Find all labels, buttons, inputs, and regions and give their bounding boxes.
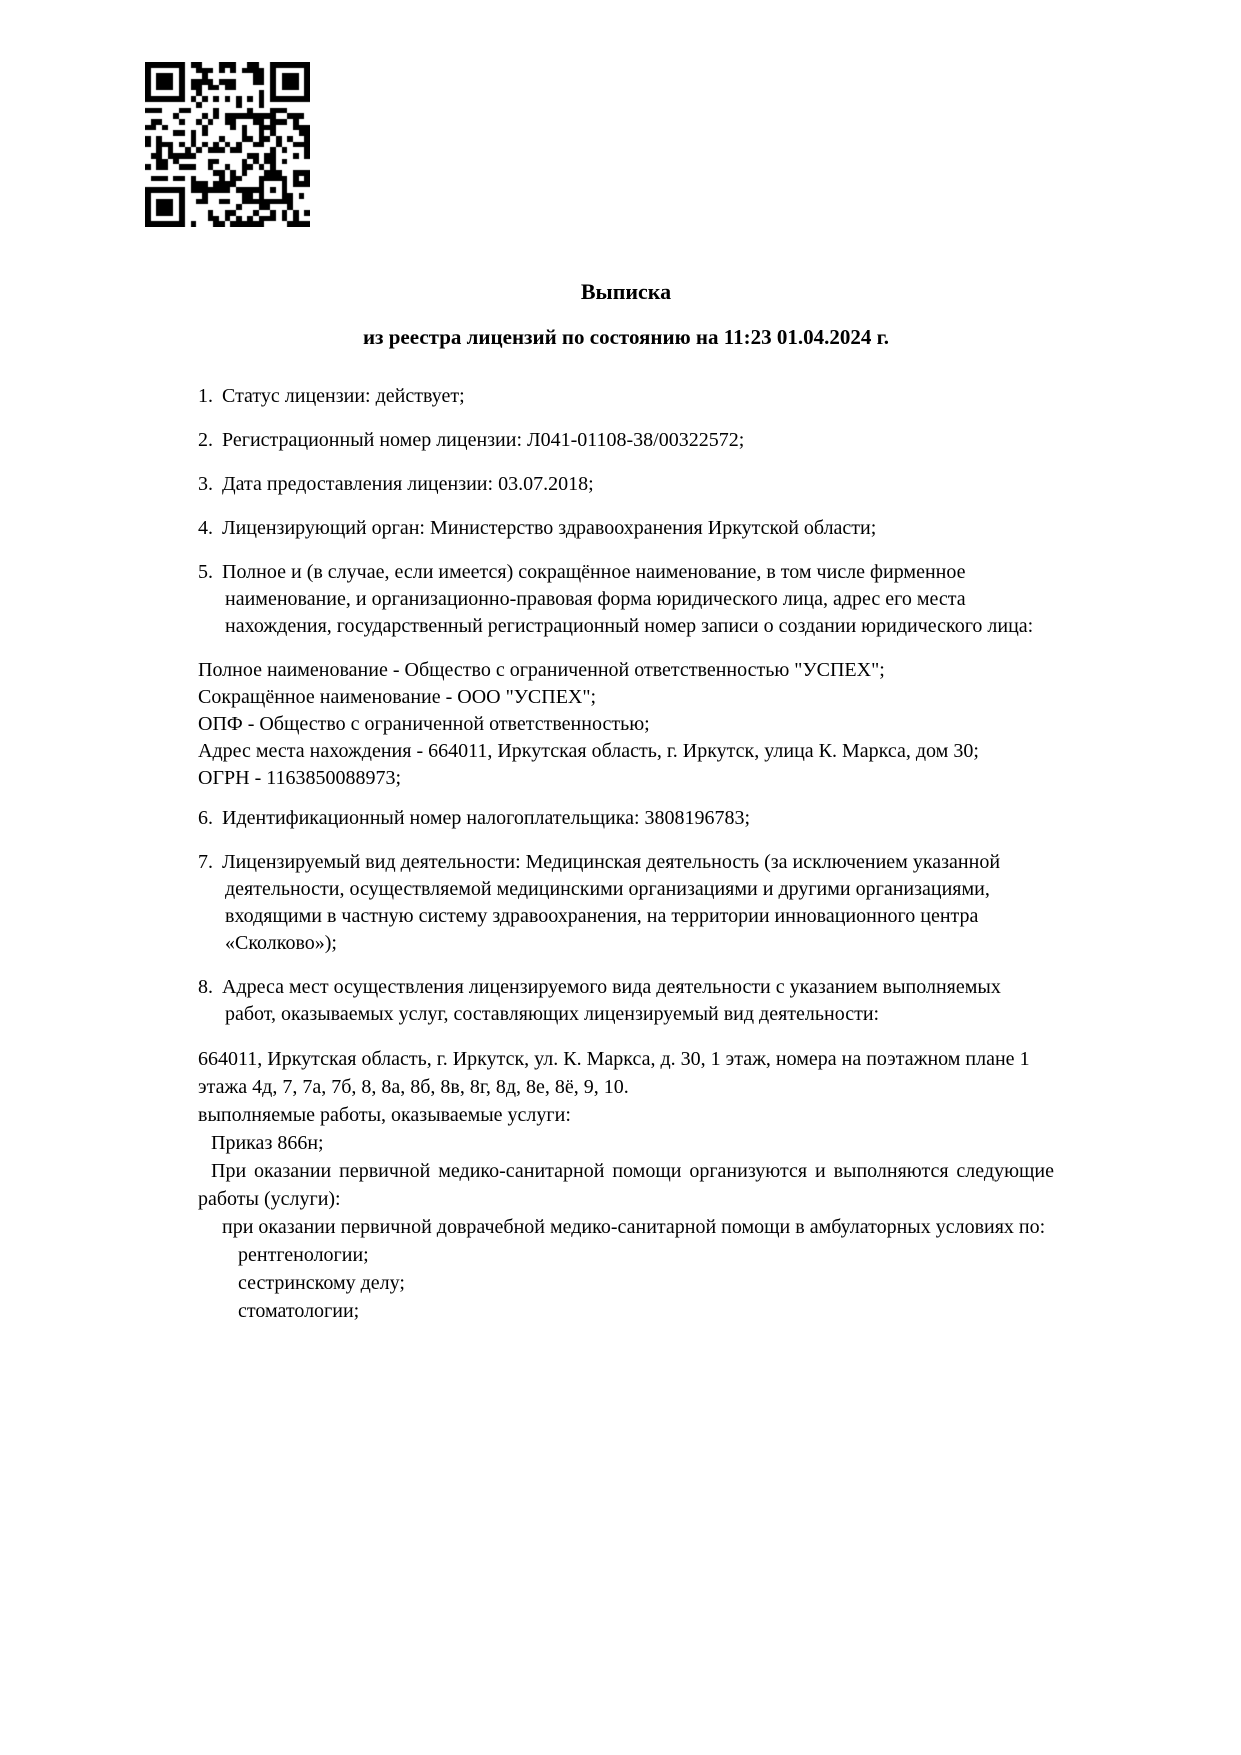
org-line-short-name: Сокращённое наименование - ООО "УСПЕХ"; (198, 686, 597, 708)
list-item-inn (198, 805, 1054, 832)
item-number: 1. (198, 385, 213, 407)
item-number: 7. (198, 851, 213, 873)
item-number: 8. (198, 976, 213, 998)
document-content (198, 0, 1054, 1325)
list-item-status (198, 383, 1054, 410)
page-subtitle: из реестра лицензий по состоянию на 11:23 01.04.2024 г. (362, 325, 890, 349)
item-number: 4. (198, 517, 213, 539)
service-line-radiology: рентгенологии; (238, 1244, 369, 1266)
org-line-opf: ОПФ - Общество с ограниченной ответственностью; (198, 713, 650, 735)
list-item-authority (198, 515, 1054, 542)
list-item-activity-type (198, 849, 1054, 957)
work-line-primary-care: При оказании первичной медико-санитарной помощи организуются и выполняются следующие работы (услуги): (198, 1160, 1054, 1210)
item-number: 6. (198, 807, 213, 829)
item-text: Лицензируемый вид деятельности: Медицинская деятельность (за исключением указанной деятельности, осуществляемой медицинскими организациями и другими организациями, входящими в частную систему здравоохранения, на территории инновационного центра «Сколково»); (222, 851, 1001, 954)
item-text: Адреса мест осуществления лицензируемого вида деятельности с указанием выполняемых работ, оказываемых услуг, составляющих лицензируемый вид деятельности: (222, 976, 1001, 1025)
item-number: 2. (198, 429, 213, 451)
item-text: Регистрационный номер лицензии: Л041-01108-38/00322572; (222, 429, 745, 451)
item-text: Статус лицензии: действует; (222, 385, 465, 407)
org-line-address: Адрес места нахождения - 664011, Иркутская область, г. Иркутск, улица К. Маркса, дом 30; (198, 740, 979, 762)
item-text: Дата предоставления лицензии: 03.07.2018; (222, 473, 594, 495)
org-line-ogrn: ОГРН - 1163850088973; (198, 767, 402, 789)
list-item-org-name-intro (198, 559, 1054, 640)
item-text: Идентификационный номер налогоплательщика: 3808196783; (222, 807, 751, 829)
activity-address: 664011, Иркутская область, г. Иркутск, ул. К. Маркса, д. 30, 1 этаж, номера на поэтажном плане 1 этажа 4д, 7, 7а, 7б, 8, 8а, 8б, 8в, 8г, 8д, 8е, 8ё, 9, 10. (198, 1048, 1030, 1098)
list-item-reg-number (198, 427, 1054, 454)
page-title: Выписка (580, 279, 672, 304)
list-item-activity-addresses (198, 974, 1054, 1028)
item-text: Лицензирующий орган: Министерство здравоохранения Иркутской области; (222, 517, 877, 539)
org-details (198, 657, 1054, 792)
order-line: Приказ 866н; (211, 1132, 324, 1154)
item-number: 5. (198, 561, 213, 583)
activity-section (198, 1045, 1054, 1325)
item-number: 3. (198, 473, 213, 495)
works-header: выполняемые работы, оказываемые услуги: (198, 1104, 571, 1126)
service-line-dentistry: стоматологии; (238, 1300, 360, 1322)
list-item-grant-date (198, 471, 1054, 498)
work-line-prehospital-care: при оказании первичной доврачебной медико-санитарной помощи в амбулаторных условиях по: (222, 1216, 1046, 1238)
org-line-full-name: Полное наименование - Общество с ограниченной ответственностью "УСПЕХ"; (198, 659, 885, 681)
item-text: Полное и (в случае, если имеется) сокращённое наименование, в том числе фирменное наименование, и организационно-правовая форма юридического лица, адрес его места нахождения, государственный регистрационный номер записи о создании юридического лица: (222, 561, 1034, 637)
service-line-nursing: сестринскому делу; (238, 1272, 405, 1294)
